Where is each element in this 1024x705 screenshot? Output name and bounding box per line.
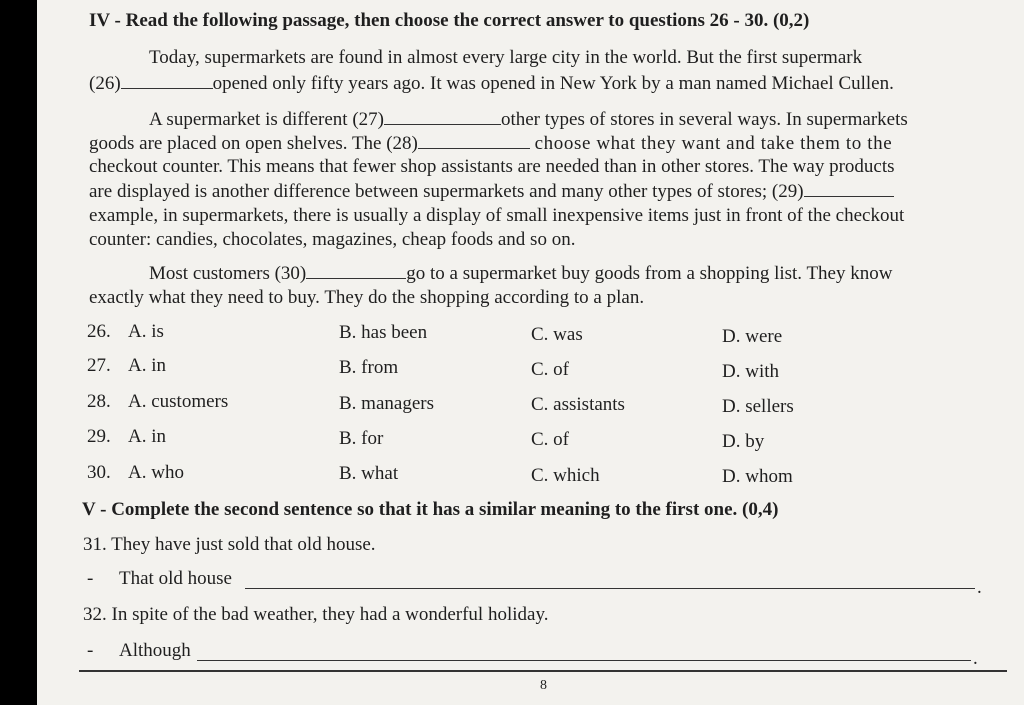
p3-line-2: exactly what they need to buy. They do the shopping according to a plan. [89,287,645,308]
section-5-heading: V - Complete the second sentence so that it has a similar meaning to the first one. (0,4) [82,499,779,520]
option-d[interactable]: D. with [722,361,779,382]
q31-prompt: That old house [119,568,232,589]
option-b[interactable]: B. from [339,357,399,378]
option-d[interactable]: D. sellers [722,396,794,417]
q32-period: . [973,648,978,669]
p1-line-2 [89,72,894,95]
p2-line-3: checkout counter. This means that fewer shop assistants are needed than in other stores. The way products [89,156,895,177]
question-number: 30. [87,462,111,483]
page-bottom-rule [79,670,1007,672]
page-number: 8 [540,678,547,693]
q28-blank[interactable] [418,132,530,149]
q32-answer-line[interactable] [197,660,971,661]
option-b[interactable]: B. for [339,428,384,449]
q27-blank[interactable] [384,108,501,125]
question-number: 26. [87,321,111,342]
section-4-heading: IV - Read the following passage, then choose the correct answer to questions 26 - 30. (0,2) [89,10,810,31]
q31-sentence: 31. They have just sold that old house. [83,534,376,555]
option-a[interactable]: A. in [128,426,166,447]
q31-dash: - [87,568,94,589]
q31-period: . [977,577,982,598]
q32-dash: - [87,640,94,661]
p2-line-2-end: choose what they want and take them to the [534,133,893,154]
q26-number: (26) [89,73,121,94]
question-number: 28. [87,391,111,412]
option-a[interactable]: A. is [128,321,164,342]
option-a[interactable]: A. in [128,355,166,376]
option-b[interactable]: B. has been [339,322,428,343]
p2-line-2 [89,132,892,155]
p2-line-1-end: other types of stores in several ways. In supermarkets [500,109,908,130]
option-d[interactable]: D. were [722,326,783,347]
question-number: 27. [87,355,111,376]
p1-line-1: Today, supermarkets are found in almost every large city in the world. But the first supermark [149,47,863,68]
option-c[interactable]: C. assistants [531,394,625,415]
p1-line-2-rest: opened only fifty years ago. It was opened in New York by a man named Michael Cullen. [212,73,894,94]
p2-line-6: counter: candies, chocolates, magazines, cheap foods and so on. [89,229,576,250]
p3-line-1-start: Most customers (30) [149,263,307,284]
p2-line-1-start: A supermarket is different (27) [149,109,384,130]
p2-line-1 [149,108,908,131]
option-c[interactable]: C. which [531,465,600,486]
option-a[interactable]: A. who [128,462,184,483]
q32-sentence: 32. In spite of the bad weather, they had a wonderful holiday. [83,604,549,625]
p2-line-5: example, in supermarkets, there is usually a display of small inexpensive items just in front of the checkout [89,205,905,226]
option-b[interactable]: B. managers [339,393,434,414]
q32-prompt: Although [119,640,191,661]
option-c[interactable]: C. was [531,324,583,345]
p2-line-4-text: are displayed is another difference between supermarkets and many other types of stores; (29) [89,181,804,202]
option-c[interactable]: C. of [531,429,569,450]
q26-blank[interactable] [121,72,213,89]
q30-blank[interactable] [306,262,406,279]
question-number: 29. [87,426,111,447]
p3-line-1 [149,262,892,285]
option-d[interactable]: D. by [722,431,765,452]
p2-line-2-start: goods are placed on open shelves. The (28) [89,133,418,154]
option-a[interactable]: A. customers [128,391,229,412]
option-c[interactable]: C. of [531,359,569,380]
q31-answer-line[interactable] [245,588,975,589]
p3-line-1-end: go to a supermarket buy goods from a shopping list. They know [406,263,893,284]
option-b[interactable]: B. what [339,463,399,484]
option-d[interactable]: D. whom [722,466,793,487]
p2-line-4 [89,180,894,203]
q29-blank[interactable] [804,180,894,197]
exam-page [37,0,1024,705]
